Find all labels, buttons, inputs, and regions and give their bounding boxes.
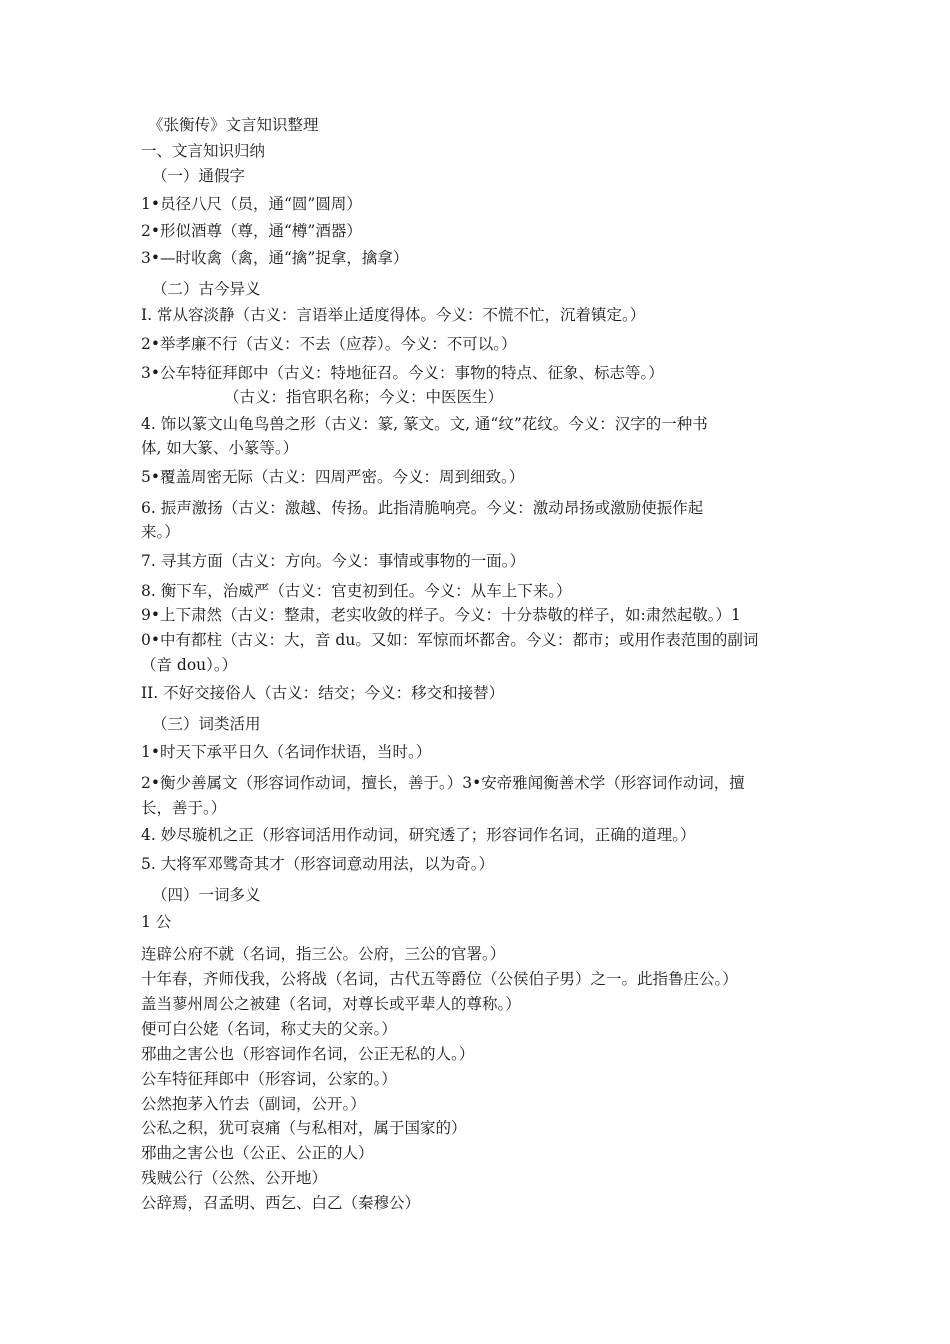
section-heading: 一、文言知识归纳 bbox=[141, 142, 266, 160]
gujin-item-11: II. 不好交接俗人（古义：结交；今义：移交和接替） bbox=[141, 684, 505, 702]
gujin-item-9-line1: 9•上下肃然（古义：整肃，老实收敛的样子。今义：十分恭敬的样子，如:肃然起敬。）1 bbox=[141, 606, 741, 624]
gujin-item-4-line1: 4. 饰以篆文山龟鸟兽之形（古义：篆, 篆文。文, 通“纹”花纹。今义：汉字的一种书 bbox=[141, 415, 708, 433]
duoyi-item: 公然抱茅入竹去（副词，公开。） bbox=[141, 1095, 366, 1113]
gujin-item-2: 2•举孝廉不行（古义：不去（应荐）。今义：不可以。） bbox=[141, 335, 517, 353]
gujin-item-1: I. 常从容淡静（古义：言语举止适度得体。今义：不慌不忙，沉着镇定。） bbox=[141, 306, 646, 324]
gujin-item-3-note: （古义：指官职名称；今义：中医医生） bbox=[224, 388, 504, 406]
huoyong-item-1: 1•时天下承平日久（名词作状语，当时。） bbox=[141, 743, 432, 761]
document-title: 《张衡传》文言知识整理 bbox=[148, 116, 319, 134]
tongjia-item-1: 1•员径八尺（员，通“圆”圆周） bbox=[141, 195, 362, 213]
duoyi-item: 残贼公行（公然、公开地） bbox=[141, 1169, 328, 1187]
huoyong-item-2-line2: 长，善于。） bbox=[141, 799, 227, 817]
tongjia-item-2: 2•形似酒尊（尊，通“樽”酒器） bbox=[141, 222, 362, 240]
subsection-heading-huoyong: （三）词类活用 bbox=[152, 715, 261, 733]
subsection-heading-gujin: （二）古今异义 bbox=[152, 280, 261, 298]
gujin-item-8: 8. 衡下车，治威严（古义：官吏初到任。今义：从车上下来。） bbox=[141, 582, 572, 600]
gujin-item-4-line2: 体, 如大篆、小篆等。） bbox=[141, 439, 299, 457]
duoyi-item: 盖当蓼州周公之被建（名词，对尊长或平辈人的尊称。） bbox=[141, 995, 521, 1013]
duoyi-item: 公私之积，犹可哀痛（与私相对，属于国家的） bbox=[141, 1119, 467, 1137]
gujin-item-7: 7. 寻其方面（古义：方向。今义：事情或事物的一面。） bbox=[141, 552, 525, 570]
duoyi-item: 便可白公姥（名词，称丈夫的父亲。） bbox=[141, 1020, 397, 1038]
huoyong-item-5: 5. 大将军邓骘奇其才（形容词意动用法，以为奇。） bbox=[141, 855, 494, 873]
duoyi-item: 公车特征拜郎中（形容词，公家的。） bbox=[141, 1070, 397, 1088]
huoyong-item-2-line1: 2•衡少善属文（形容词作动词，擅长，善于。）3•安帝雅闻衡善术学（形容词作动词，擅 bbox=[141, 774, 745, 792]
huoyong-item-4: 4. 妙尽璇机之正（形容词活用作动词，研究透了；形容词作名词，正确的道理。） bbox=[141, 826, 696, 844]
duoyi-item: 邪曲之害公也（公正、公正的人） bbox=[141, 1144, 374, 1162]
gujin-item-3: 3•公车特征拜郎中（古义：特地征召。今义：事物的特点、征象、标志等。） bbox=[141, 364, 664, 382]
gujin-item-10-line2: （音 dou）。） bbox=[141, 656, 238, 674]
gujin-item-5: 5•覆盖周密无际（古义：四周严密。今义：周到细致。） bbox=[141, 468, 525, 486]
gujin-item-6-line1: 6. 振声激扬（古义：激越、传扬。此指清脆响亮。今义：激动昂扬或激励使振作起 bbox=[141, 499, 704, 517]
duoyi-word-heading: 1 公 bbox=[141, 913, 172, 931]
subsection-heading-duoyi: （四）一词多义 bbox=[152, 886, 261, 904]
duoyi-item: 公辞焉，召孟明、西乞、白乙（秦穆公） bbox=[141, 1194, 421, 1212]
duoyi-item: 邪曲之害公也（形容词作名词，公正无私的人。） bbox=[141, 1045, 475, 1063]
subsection-heading-tongjia: （一）通假字 bbox=[152, 167, 246, 185]
tongjia-item-3: 3•—时收禽（禽，通“擒”捉拿，擒拿） bbox=[141, 249, 409, 267]
gujin-item-10-line1: 0•中有都柱（古义：大，音 du。又如：军惊而坏都舍。今义：都市；或用作表范围的副词 bbox=[141, 631, 759, 649]
duoyi-item: 连辟公府不就（名词，指三公。公府，三公的官署。） bbox=[141, 945, 506, 963]
gujin-item-6-line2: 来。） bbox=[141, 523, 180, 541]
duoyi-item: 十年春，齐师伐我，公将战（名词，古代五等爵位（公侯伯子男）之一。此指鲁庄公。） bbox=[141, 970, 738, 988]
